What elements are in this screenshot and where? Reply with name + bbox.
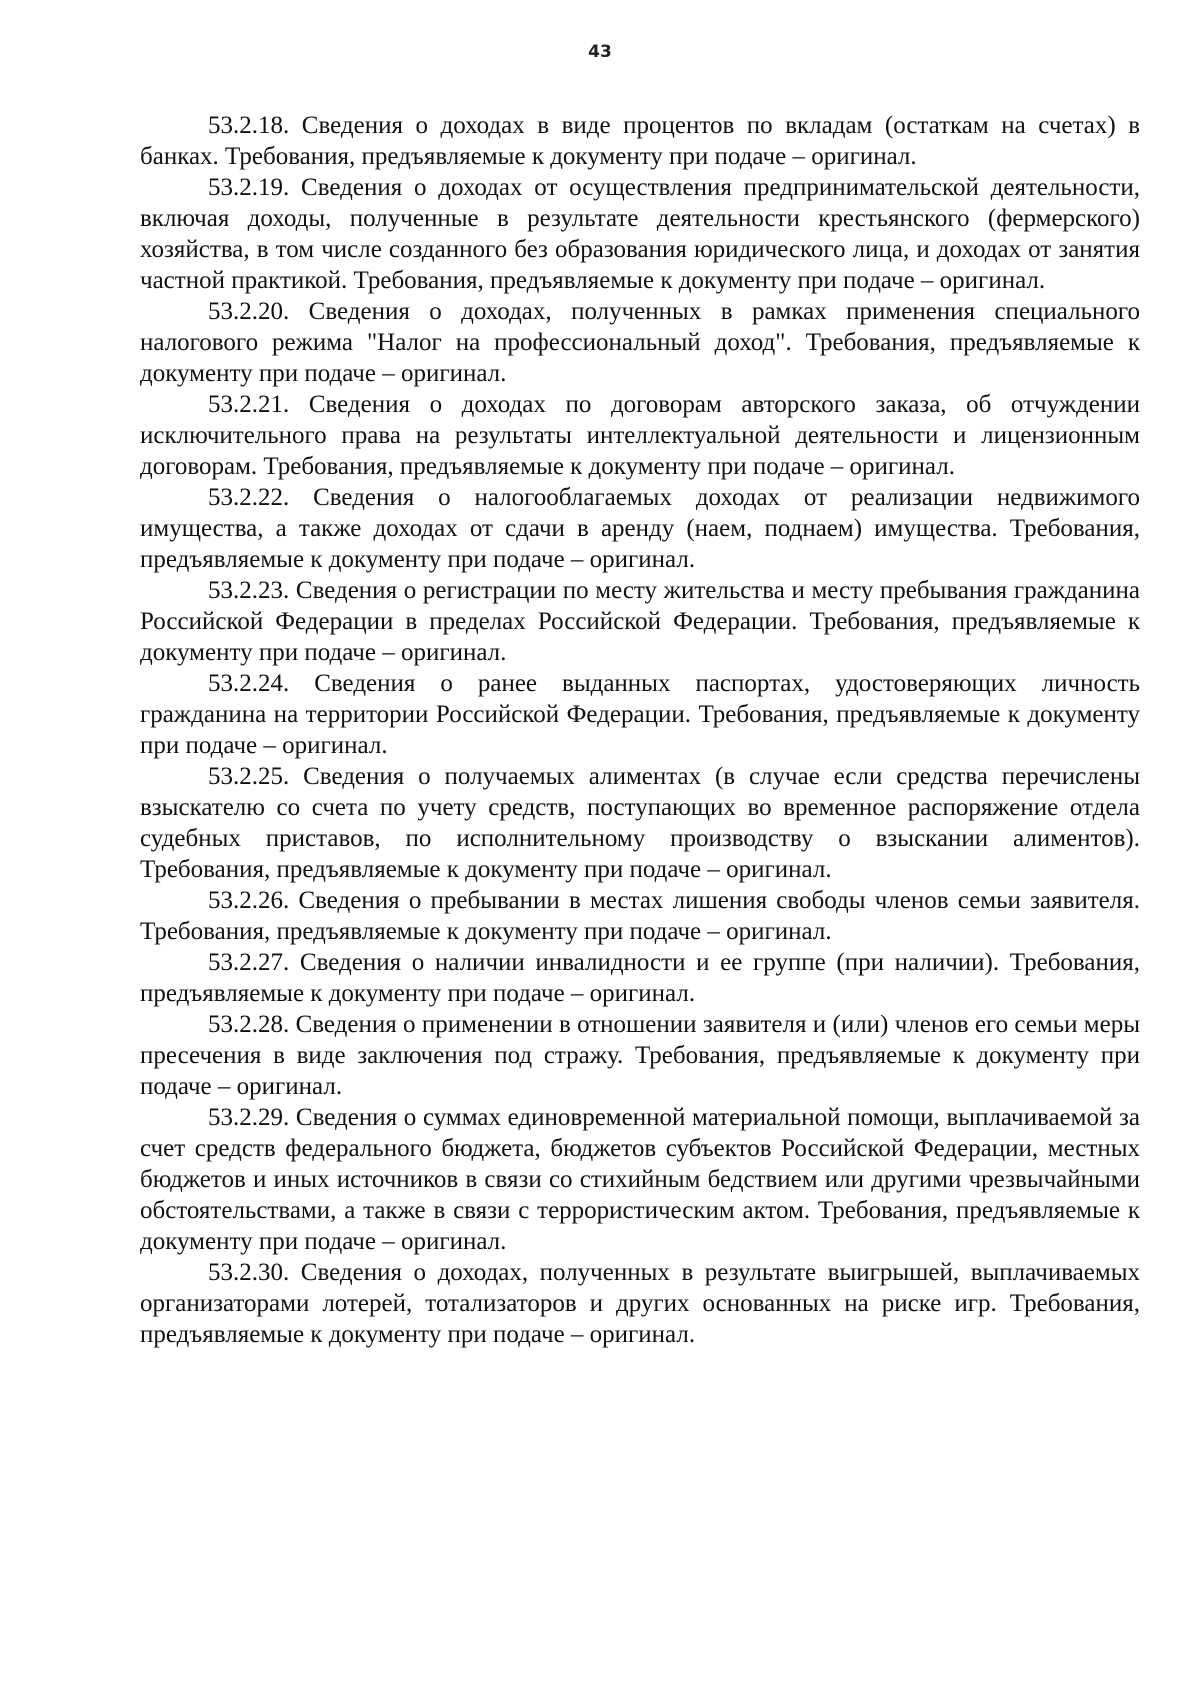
paragraph-53-2-18: 53.2.18. Сведения о доходах в виде процентов по вкладам (остаткам на счетах) в банках. Требования, предъявляемые к документу при подаче – оригинал. bbox=[140, 112, 1140, 170]
paragraph-53-2-25: 53.2.25. Сведения о получаемых алиментах (в случае если средства перечислены взыскателю со счета по учету средств, поступающих во временное распоряжение отдела судебных приставов, по исполнительному производству о взыскании алиментов). Требования, предъявляемые к документу при подаче – оригинал. bbox=[140, 763, 1140, 883]
paragraph-53-2-20: 53.2.20. Сведения о доходах, полученных в рамках применения специального налогового режима "Налог на профессиональный доход". Требования, предъявляемые к документу при подаче – оригинал. bbox=[140, 298, 1140, 387]
paragraph-53-2-24: 53.2.24. Сведения о ранее выданных паспортах, удостоверяющих личность гражданина на территории Российской Федерации. Требования, предъявляемые к документу при подаче – оригинал. bbox=[140, 670, 1140, 759]
paragraph-53-2-22: 53.2.22. Сведения о налогооблагаемых доходах от реализации недвижимого имущества, а также доходах от сдачи в аренду (наем, поднаем) имущества. Требования, предъявляемые к документу при подаче – оригинал. bbox=[140, 484, 1140, 573]
paragraph-53-2-19: 53.2.19. Сведения о доходах от осуществления предпринимательской деятельности, включая доходы, полученные в результате деятельности крестьянского (фермерского) хозяйства, в том числе созданного без образования юридического лица, и доходах от занятия частной практикой. Требования, предъявляемые к документу при подаче – оригинал. bbox=[140, 174, 1140, 294]
paragraph-53-2-28: 53.2.28. Сведения о применении в отношении заявителя и (или) членов его семьи меры пресечения в виде заключения под стражу. Требования, предъявляемые к документу при подаче – оригинал. bbox=[140, 1011, 1140, 1100]
document-body bbox=[140, 110, 1140, 1350]
page-number: 43 bbox=[588, 42, 612, 62]
paragraph-53-2-21: 53.2.21. Сведения о доходах по договорам авторского заказа, об отчуждении исключительного права на результаты интеллектуальной деятельности и лицензионным договорам. Требования, предъявляемые к документу при подаче – оригинал. bbox=[140, 391, 1140, 480]
paragraph-53-2-27: 53.2.27. Сведения о наличии инвалидности и ее группе (при наличии). Требования, предъявляемые к документу при подаче – оригинал. bbox=[140, 949, 1140, 1007]
paragraph-53-2-29: 53.2.29. Сведения о суммах единовременной материальной помощи, выплачиваемой за счет средств федерального бюджета, бюджетов субъектов Российской Федерации, местных бюджетов и иных источников в связи со стихийным бедствием или другими чрезвычайными обстоятельствами, а также в связи с террористическим актом. Требования, предъявляемые к документу при подаче – оригинал. bbox=[140, 1104, 1140, 1255]
paragraph-53-2-26: 53.2.26. Сведения о пребывании в местах лишения свободы членов семьи заявителя. Требования, предъявляемые к документу при подаче – оригинал. bbox=[140, 887, 1140, 945]
paragraph-53-2-30: 53.2.30. Сведения о доходах, полученных в результате выигрышей, выплачиваемых организаторами лотерей, тотализаторов и других основанных на риске игр. Требования, предъявляемые к документу при подаче – оригинал. bbox=[140, 1259, 1140, 1348]
paragraph-53-2-23: 53.2.23. Сведения о регистрации по месту жительства и месту пребывания гражданина Российской Федерации в пределах Российской Федерации. Требования, предъявляемые к документу при подаче – оригинал. bbox=[140, 577, 1140, 666]
